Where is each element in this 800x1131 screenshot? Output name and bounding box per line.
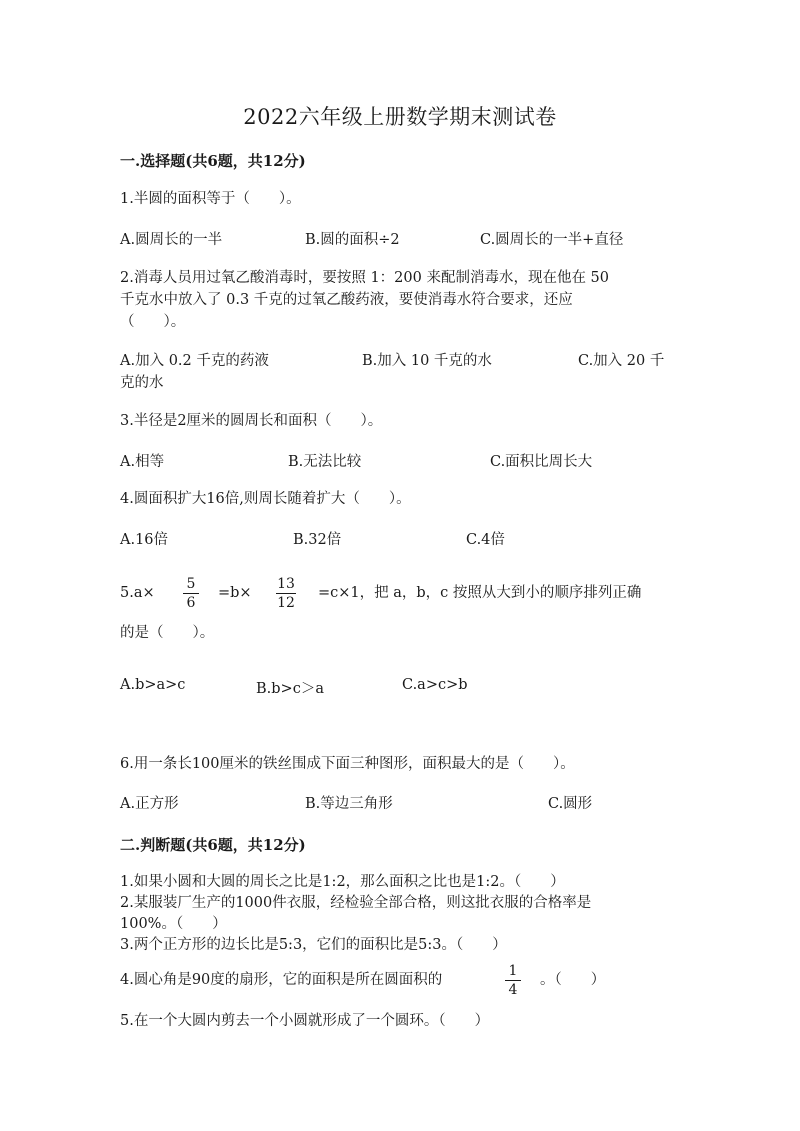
q5-option-b: B.b>c＞a: [256, 681, 324, 697]
fraction-bar: [183, 593, 199, 594]
question-3: 3.半径是2厘米的圆周长和面积（ ）。: [120, 413, 383, 429]
judgement-2-line2: 100%。（ ）: [120, 916, 227, 932]
question-6: 6.用一条长100厘米的铁丝围成下面三种图形，面积最大的是（ ）。: [120, 756, 575, 772]
page-title: 2022六年级上册数学期末测试卷: [243, 105, 557, 129]
question-5-part1: 5.a×: [120, 585, 155, 601]
judgement-5: 5.在一个大圆内剪去一个小圆就形成了一个圆环。（ ）: [120, 1013, 490, 1029]
q2-option-b: B.加入 10 千克的水: [362, 353, 492, 369]
question-4: 4.圆面积扩大16倍,则周长随着扩大（ ）。: [120, 491, 411, 507]
q3-option-c: C.面积比周长大: [490, 454, 593, 470]
q5-option-a: A.b>a>c: [120, 677, 186, 693]
fraction-denominator: 12: [277, 595, 295, 611]
fraction-1-4: [505, 963, 521, 998]
question-2-line3: （ ）。: [120, 314, 186, 330]
q1-option-b: B.圆的面积÷2: [305, 232, 400, 248]
question-5-part3: =c×1，把 a，b，c 按照从大到小的顺序排列正确: [318, 585, 642, 601]
q2-option-a: A.加入 0.2 千克的药液: [120, 353, 269, 369]
judgement-3: 3.两个正方形的边长比是5:3，它们的面积比是5:3。（ ）: [120, 937, 507, 953]
q4-option-c: C.4倍: [466, 532, 505, 548]
q3-option-a: A.相等: [120, 454, 165, 470]
q1-option-a: A.圆周长的一半: [120, 232, 223, 248]
q2-option-c: C.加入 20 千: [578, 353, 665, 369]
q3-option-b: B.无法比较: [288, 454, 362, 470]
q6-option-a: A.正方形: [120, 796, 179, 812]
q1-option-c: C.圆周长的一半+直径: [480, 232, 624, 248]
question-5-line2: 的是（ ）。: [120, 625, 215, 641]
fraction-13-12: [276, 576, 296, 611]
question-5-part2: =b×: [218, 585, 252, 601]
fraction-bar: [276, 593, 296, 594]
judgement-4-part1: 4.圆心角是90度的扇形，它的面积是所在圆面积的: [120, 972, 443, 988]
fraction-numerator: 5: [186, 576, 196, 592]
fraction-5-6: [183, 576, 199, 611]
section-heading-judgement: 二.判断题(共6题，共12分): [120, 836, 306, 854]
section-heading-choice: 一.选择题(共6题，共12分): [120, 152, 306, 170]
q4-option-a: A.16倍: [120, 532, 169, 548]
fraction-numerator: 1: [508, 963, 518, 979]
fraction-denominator: 6: [186, 595, 196, 611]
q4-option-b: B.32倍: [293, 532, 342, 548]
question-2-line1: 2.消毒人员用过氧乙酸消毒时，要按照 1：200 来配制消毒水，现在他在 50: [120, 270, 610, 286]
judgement-4-part2: 。（ ）: [540, 972, 606, 988]
fraction-bar: [505, 980, 521, 981]
judgement-2-line1: 2.某服装厂生产的1000件衣服，经检验全部合格，则这批衣服的合格率是: [120, 895, 592, 911]
fraction-denominator: 4: [508, 982, 518, 998]
question-1: 1.半圆的面积等于（ ）。: [120, 191, 301, 207]
judgement-1: 1.如果小圆和大圆的周长之比是1:2，那么面积之比也是1:2。（ ）: [120, 874, 565, 890]
fraction-numerator: 13: [277, 576, 295, 592]
q2-option-c-cont: 克的水: [120, 375, 164, 391]
q6-option-b: B.等边三角形: [305, 796, 393, 812]
q6-option-c: C.圆形: [548, 796, 593, 812]
q5-option-c: C.a>c>b: [402, 677, 468, 693]
question-2-line2: 千克水中放入了 0.3 千克的过氧乙酸药液，要使消毒水符合要求，还应: [120, 292, 573, 308]
